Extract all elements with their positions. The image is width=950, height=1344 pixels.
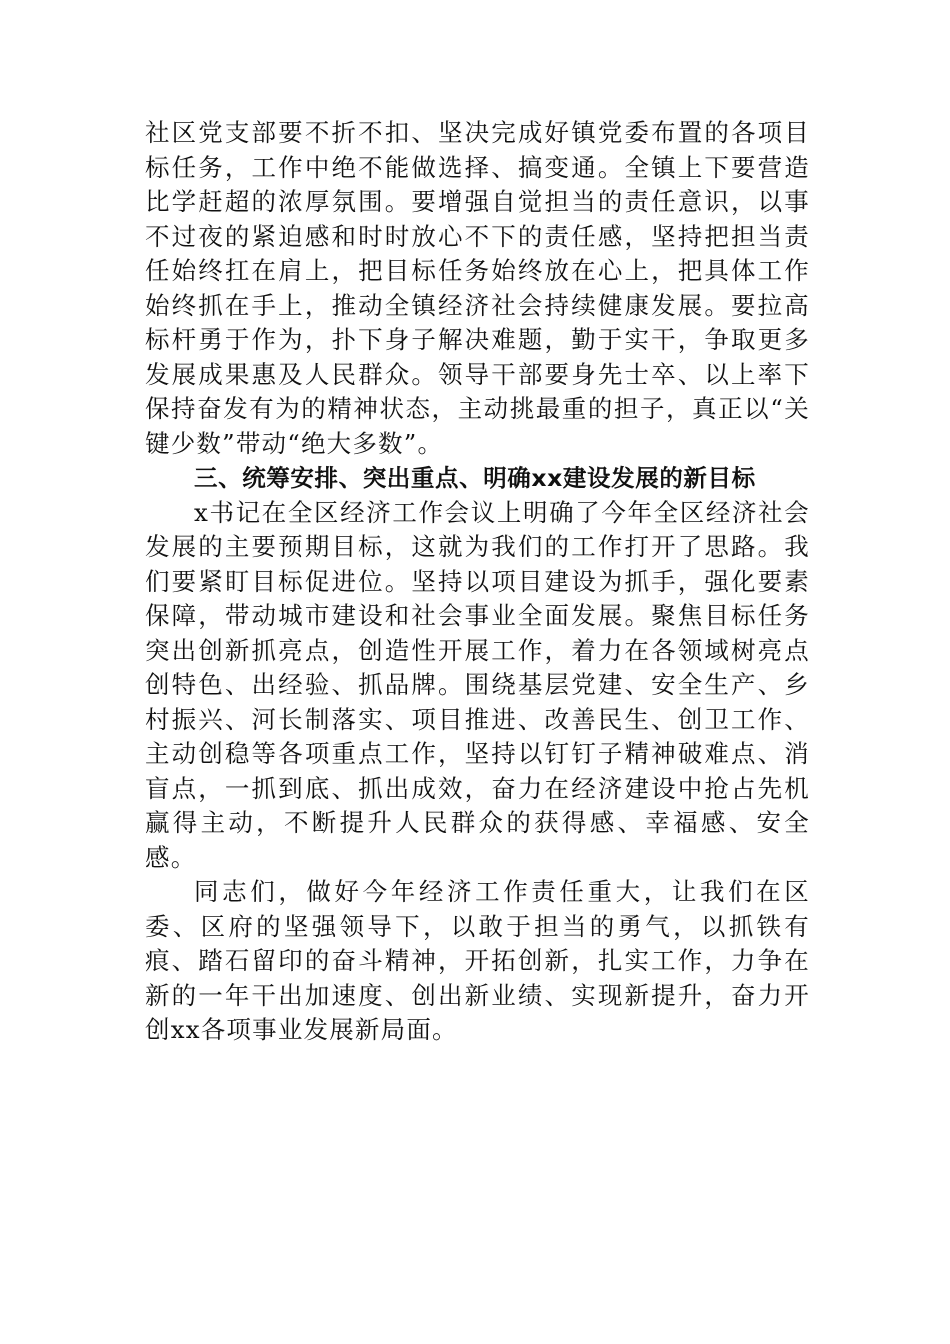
paragraph-continuation: 社区党支部要不折不扣、坚决完成好镇党委布置的各项目标任务，工作中绝不能做选择、搞变通。全镇上下要营造比学赶超的浓厚氛围。要增强自觉担当的责任意识，以事不过夜的紧迫感和时时放心不下的责任感，坚持把担当责任始终扛在肩上，把目标任务始终放在心上，把具体工作始终抓在手上，推动全镇经济社会持续健康发展。要拉高标杆勇于作为，扑下身子解决难题，勤于实干，争取更多发展成果惠及人民群众。领导干部要身先士卒、以上率下保持奋发有为的精神状态，主动挑最重的担子，真正以“关键少数”带动“绝大多数”。: [145, 118, 810, 458]
document-body: [145, 116, 810, 1048]
paragraph-closing: 同志们，做好今年经济工作责任重大，让我们在区委、区府的坚强领导下，以敢于担当的勇气，以抓铁有痕、踏石留印的奋斗精神，开拓创新，扎实工作，力争在新的一年干出加速度、创出新业绩、实现新提升，奋力开创xx各项事业发展新局面。: [145, 877, 810, 1044]
section-heading-3: 三、统筹安排、突出重点、明确xx建设发展的新目标: [194, 464, 756, 492]
paragraph-economic-goals: x书记在全区经济工作会议上明确了今年全区经济社会发展的主要预期目标，这就为我们的工作打开了思路。我们要紧盯目标促进位。坚持以项目建设为抓手，强化要素保障，带动城市建设和社会事业全面发展。聚焦目标任务突出创新抓亮点，创造性开展工作，着力在各领域树亮点创特色、出经验、抓品牌。围绕基层党建、安全生产、乡村振兴、河长制落实、项目推进、改善民生、创卫工作、主动创稳等各项重点工作，坚持以钉钉子精神破难点、消盲点，一抓到底、抓出成效，奋力在经济建设中抢占先机赢得主动，不断提升人民群众的获得感、幸福感、安全感。: [145, 497, 810, 872]
